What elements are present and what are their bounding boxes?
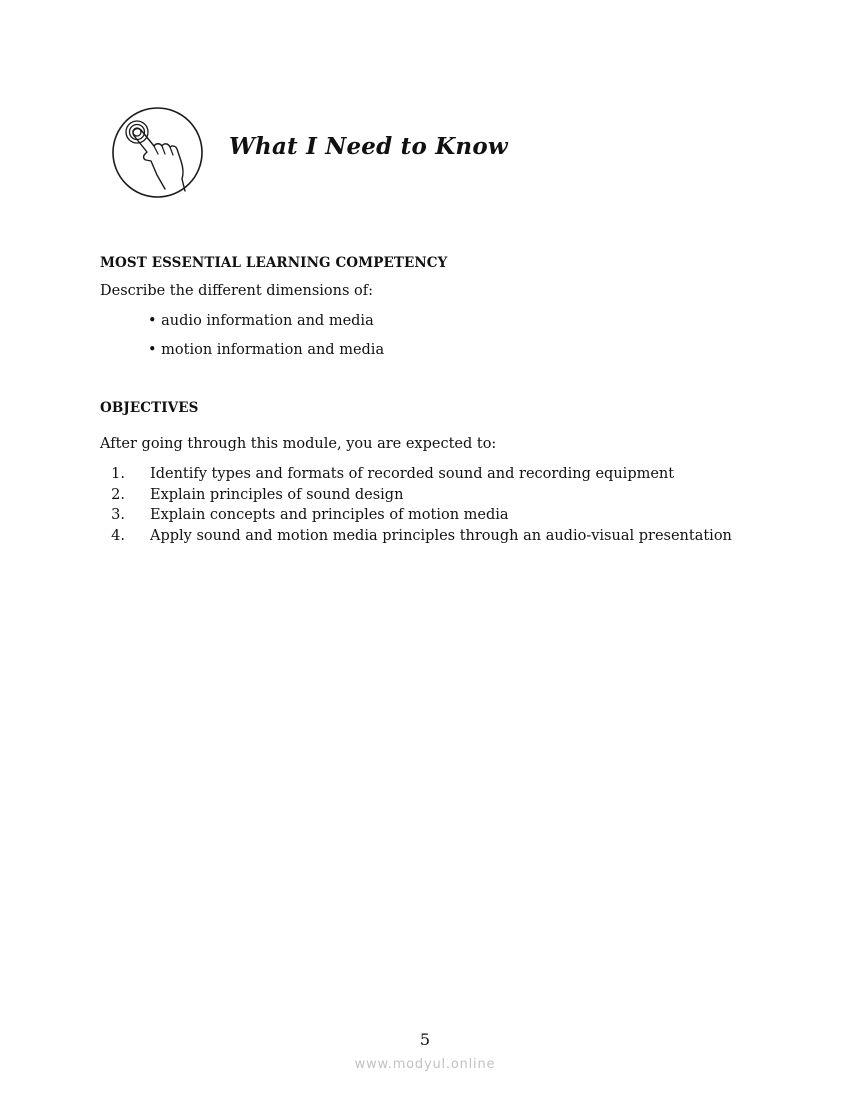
list-item: • motion information and media [148,342,385,358]
item-text: Explain concepts and principles of motion media [150,507,509,524]
list-item [100,485,732,506]
page-number: 5 [419,1030,431,1049]
competency-list [148,311,384,369]
objectives-list [100,464,732,547]
list-item [100,464,732,485]
list-item [100,526,732,547]
item-text: Identify types and formats of recorded sound and recording equipment [150,466,675,482]
list-item: • audio information and media [148,313,374,329]
objectives-intro: After going through this module, you are expected to: [100,436,497,452]
list-item [100,505,732,526]
item-text: Explain principles of sound design [150,486,404,503]
section-heading: What I Need to Know [229,133,508,160]
item-number: 2. [111,486,125,503]
competency-heading: MOST ESSENTIAL LEARNING COMPETENCY [100,255,448,271]
item-number: 1. [111,466,125,482]
item-number: 3. [111,507,125,524]
objectives-heading: OBJECTIVES [100,400,199,416]
touch-hand-icon [110,105,205,200]
watermark: www.modyul.online [354,1057,496,1072]
item-number: 4. [111,528,125,545]
competency-intro: Describe the different dimensions of: [100,283,374,299]
item-text: Apply sound and motion media principles through an audio-visual presentation [150,528,732,545]
